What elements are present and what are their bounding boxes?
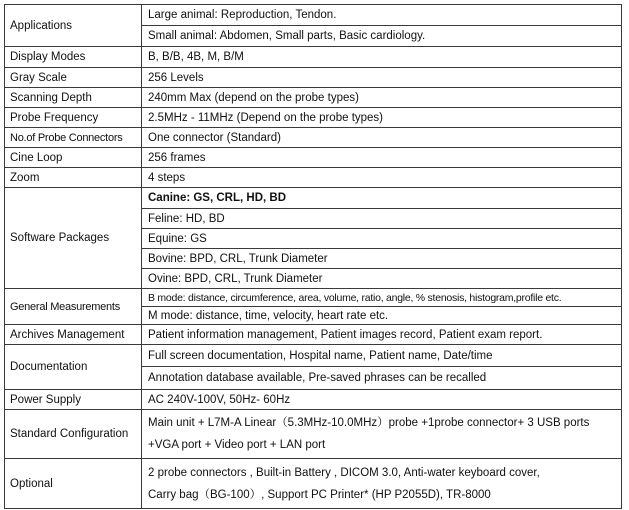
spec-value: Small animal: Abdomen, Small parts, Basic cardiology.: [142, 26, 622, 47]
spec-value: Canine: GS, CRL, HD, BD: [142, 188, 622, 209]
spec-value: Annotation database available, Pre-saved phrases can be recalled: [142, 367, 622, 390]
spec-value: Large animal: Reproduction, Tendon.: [142, 5, 622, 26]
spec-value: B, B/B, 4B, M, B/M: [142, 47, 622, 68]
spec-row-general-measurements: [5, 289, 622, 307]
spec-row-archives-management: [5, 325, 622, 345]
spec-row-probe-frequency: [5, 108, 622, 128]
spec-label: Power Supply: [5, 390, 142, 410]
spec-label: No.of Probe Connectors: [5, 128, 142, 148]
spec-value: M mode: distance, time, velocity, heart rate etc.: [142, 307, 622, 325]
spec-label: Optional: [5, 459, 142, 509]
spec-value: Ovine: BPD, CRL, Trunk Diameter: [142, 269, 622, 289]
spec-row-applications: [5, 5, 622, 26]
spec-row-scanning-depth: [5, 88, 622, 108]
spec-row-probe-connectors: [5, 128, 622, 148]
spec-value: B mode: distance, circumference, area, volume, ratio, angle, % stenosis, histogram,profile etc.: [142, 289, 622, 307]
spec-label: General Measurements: [5, 289, 142, 325]
spec-label: Standard Configuration: [5, 410, 142, 459]
spec-value: 256 Levels: [142, 68, 622, 88]
spec-label: Zoom: [5, 168, 142, 188]
spec-value: Patient information management, Patient images record, Patient exam report.: [142, 325, 622, 345]
spec-value: Bovine: BPD, CRL, Trunk Diameter: [142, 249, 622, 269]
spec-row-optional: [5, 459, 622, 509]
spec-label: Archives Management: [5, 325, 142, 345]
spec-label: Applications: [5, 5, 142, 47]
spec-row-display-modes: [5, 47, 622, 68]
spec-value: AC 240V-100V, 50Hz- 60Hz: [142, 390, 622, 410]
spec-value: 256 frames: [142, 148, 622, 168]
specifications-table: [4, 4, 622, 509]
spec-label: Cine Loop: [5, 148, 142, 168]
spec-value: 2 probe connectors , Built-in Battery , DICOM 3.0, Anti-water keyboard cover, Carry bag（BG-100）, Support PC Printer* (HP P2055D), TR-8000: [142, 459, 622, 509]
spec-label: Scanning Depth: [5, 88, 142, 108]
spec-value: 240mm Max (depend on the probe types): [142, 88, 622, 108]
spec-value: Equine: GS: [142, 229, 622, 249]
spec-row-documentation: [5, 345, 622, 367]
spec-value: One connector (Standard): [142, 128, 622, 148]
spec-label: Software Packages: [5, 188, 142, 289]
spec-value: 2.5MHz - 11MHz (Depend on the probe types): [142, 108, 622, 128]
spec-row-standard-configuration: [5, 410, 622, 459]
spec-label: Probe Frequency: [5, 108, 142, 128]
spec-label: Documentation: [5, 345, 142, 390]
spec-row-zoom: [5, 168, 622, 188]
spec-label: Gray Scale: [5, 68, 142, 88]
spec-value: Full screen documentation, Hospital name, Patient name, Date/time: [142, 345, 622, 367]
spec-value: Main unit + L7M-A Linear（5.3MHz-10.0MHz）probe +1probe connector+ 3 USB ports +VGA port + Video port + LAN port: [142, 410, 622, 459]
spec-label: Display Modes: [5, 47, 142, 68]
spec-row-software-packages: [5, 188, 622, 209]
spec-row-gray-scale: [5, 68, 622, 88]
spec-value: 4 steps: [142, 168, 622, 188]
spec-row-power-supply: [5, 390, 622, 410]
spec-value: Feline: HD, BD: [142, 209, 622, 229]
spec-row-cine-loop: [5, 148, 622, 168]
